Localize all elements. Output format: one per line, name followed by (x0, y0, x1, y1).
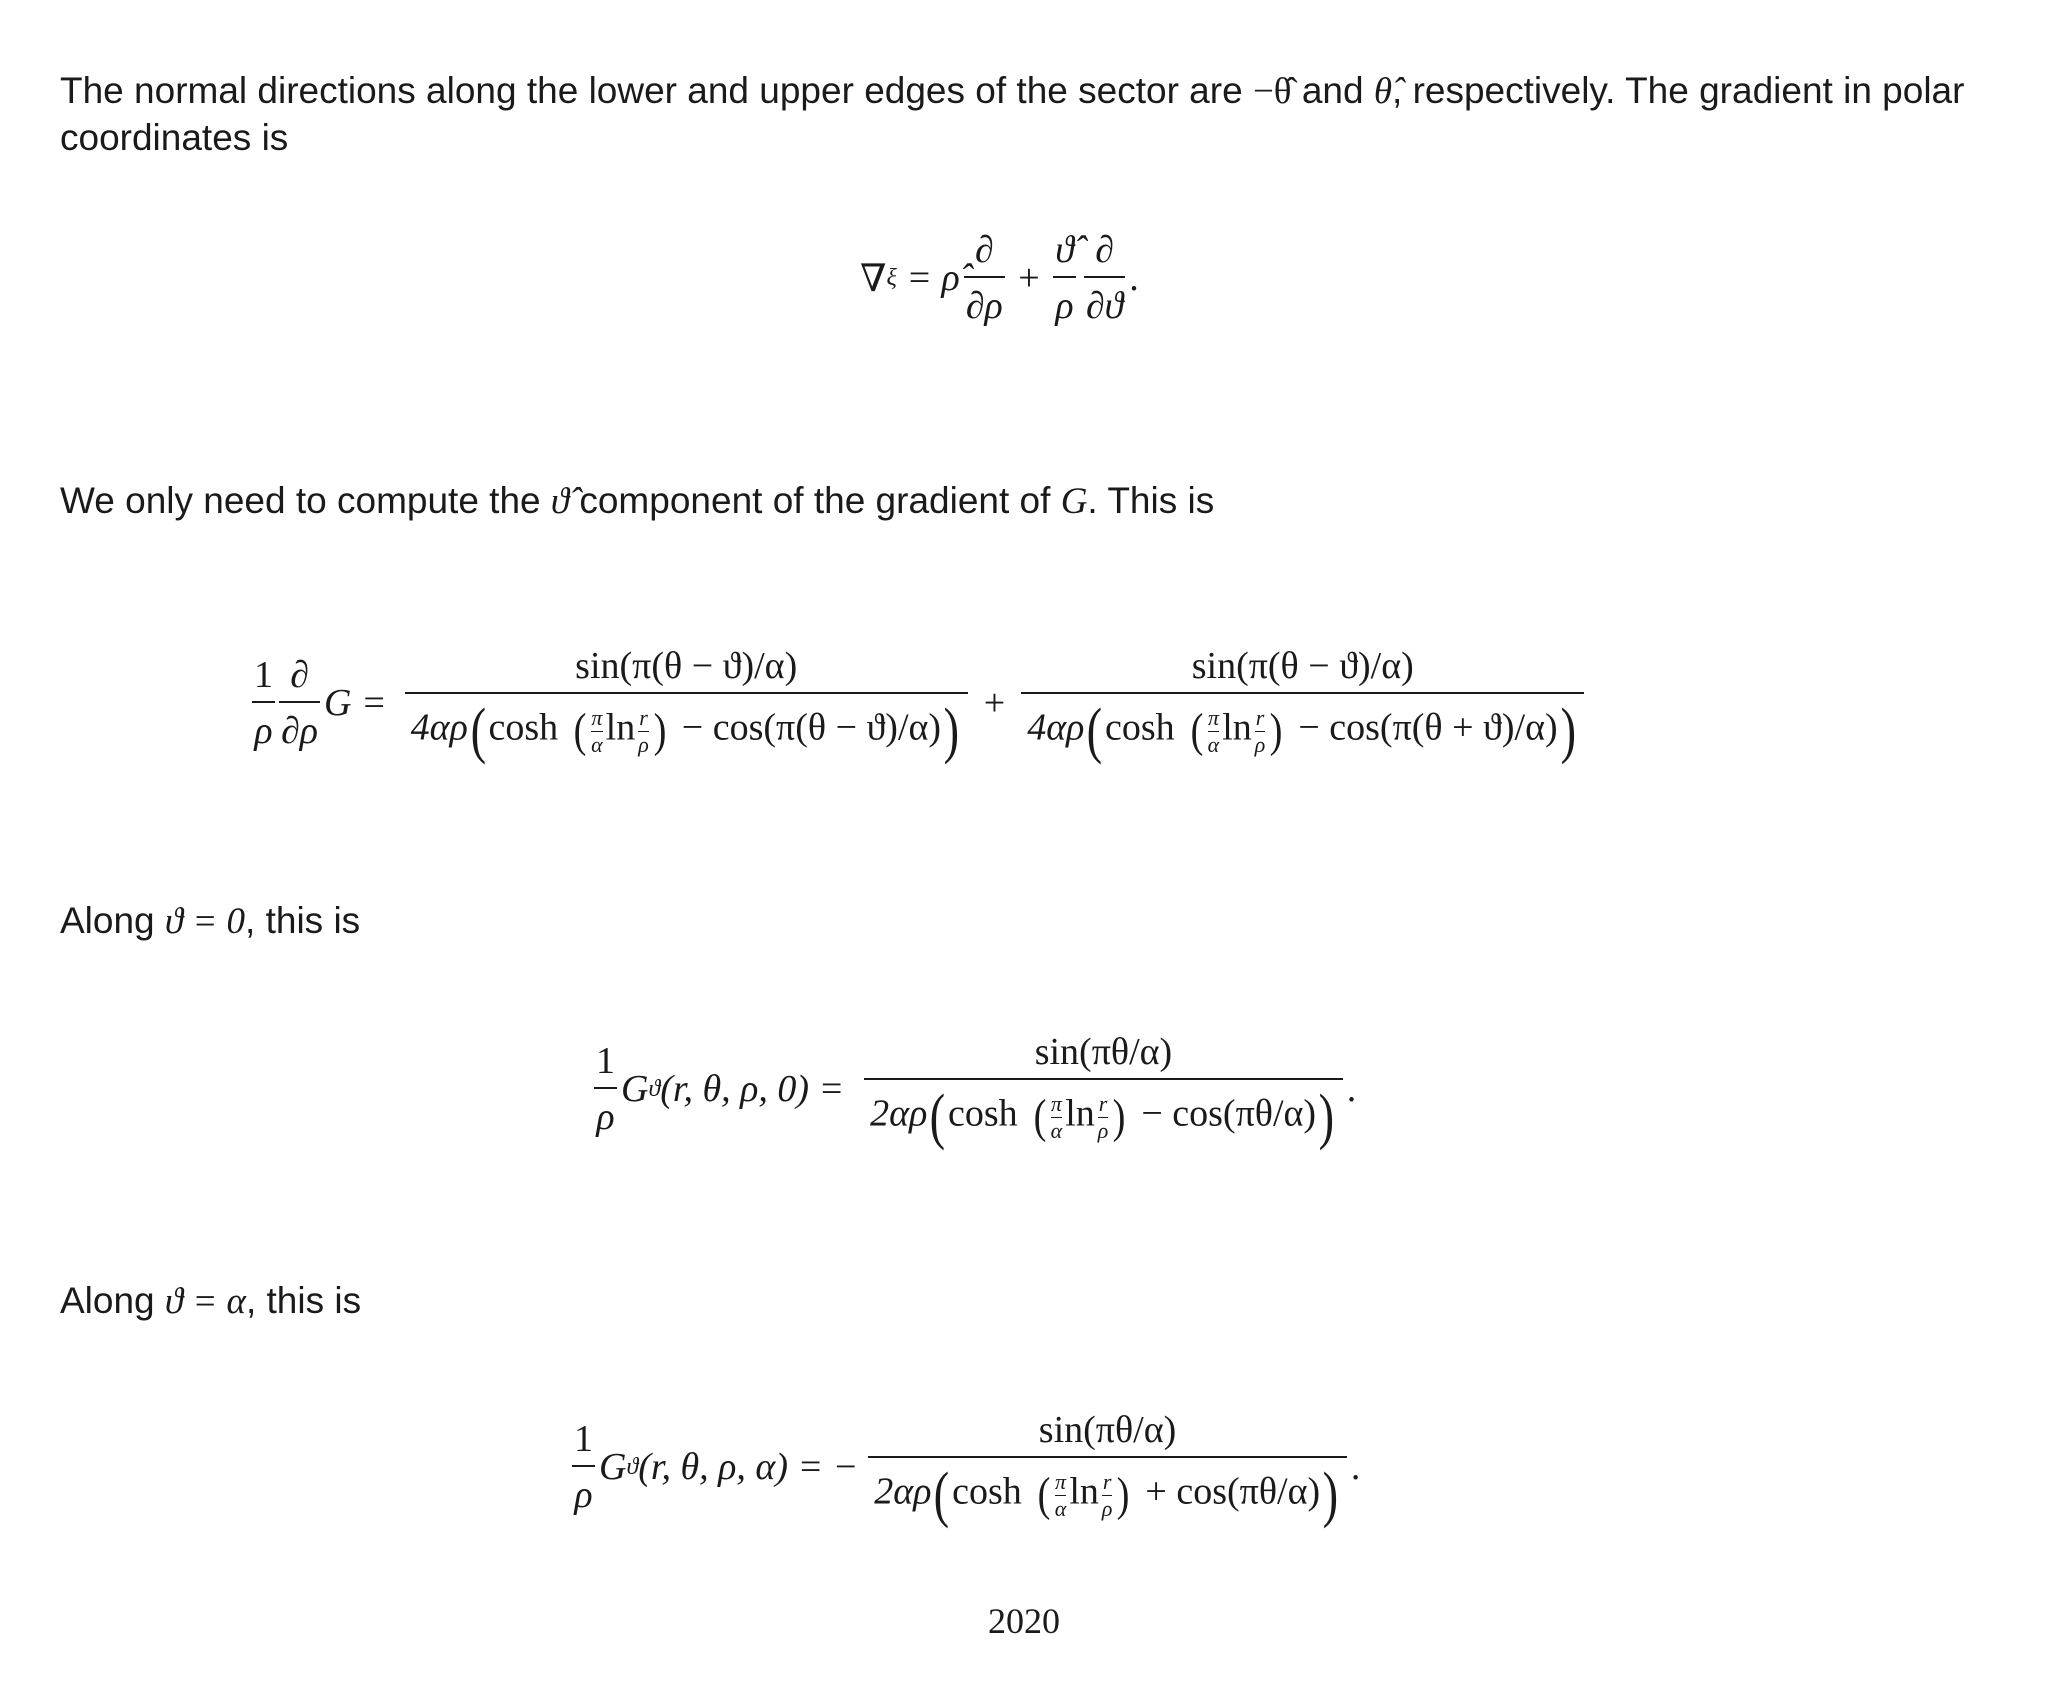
numerator-sin: sin(πθ/α) (1038, 1409, 1177, 1451)
denominator: ∂ϑ (1084, 276, 1125, 328)
equation-along-zero (590, 1030, 1357, 1151)
numerator: 1 (254, 654, 273, 696)
equation-gradient-polar (860, 228, 1139, 328)
numerator-sin-minus: sin(π(θ − ϑ)/α) (575, 645, 798, 687)
coef: 4αρ (1027, 706, 1085, 749)
denominator: ρ (1254, 731, 1266, 757)
cosh-fn: cosh (1105, 706, 1175, 749)
numerator: r (639, 704, 648, 730)
math-condition-zero: ϑ = 0 (164, 901, 246, 942)
numerator: 1 (596, 1040, 615, 1082)
period: . (1129, 257, 1139, 299)
denominator-rhs-zero (864, 1078, 1343, 1151)
arguments: (r, θ, ρ, 0) = (660, 1068, 845, 1110)
numerator-sin: sin(πθ/α) (1034, 1031, 1173, 1073)
fraction-term-plus (1021, 644, 1584, 765)
paren-close: ) (1560, 697, 1576, 765)
ln-fn: ln (605, 706, 636, 749)
small-fraction-r-rho (1255, 705, 1266, 758)
denominator: ∂ρ (964, 276, 1005, 328)
fraction-one-over-rho (572, 1417, 595, 1517)
equals-rho-hat: = ρ̂ (896, 257, 960, 299)
small-fraction-pi-alpha (1051, 1091, 1063, 1144)
numerator: ϑ̂ (1055, 229, 1074, 271)
text-span: , this is (245, 900, 361, 941)
math-condition-alpha: ϑ = α (164, 1281, 246, 1322)
numerator-sin-minus: sin(π(θ − ϑ)/α) (1191, 645, 1414, 687)
text-span: component of the gradient of (579, 480, 1051, 521)
fraction-d-dvartheta (1084, 228, 1125, 328)
cosh-fn: cosh (488, 706, 559, 749)
text-span: coordinates is (60, 117, 289, 158)
paragraph-along-zero (60, 898, 2000, 945)
paragraph-along-alpha (60, 1278, 2000, 1325)
text-span: and (1301, 70, 1364, 111)
fraction-d-drho (279, 653, 320, 753)
denominator: α (1207, 731, 1220, 757)
G-vartheta: G (599, 1446, 627, 1488)
numerator: r (1102, 1468, 1112, 1494)
fraction-term-minus (405, 644, 968, 765)
paren-close: ) (653, 704, 667, 757)
paragraph-vartheta-component (60, 478, 2000, 525)
paren-close: ) (1269, 704, 1283, 757)
small-fraction-pi-alpha (591, 705, 603, 758)
denominator: α (1054, 1495, 1067, 1521)
denominator: ρ (1101, 1495, 1113, 1521)
subscript-vartheta: ϑ (626, 1453, 639, 1480)
period: . (1350, 1446, 1361, 1488)
paren-open: ( (929, 1083, 946, 1151)
small-fraction-r-rho (1102, 1469, 1113, 1522)
plus-sign: + (983, 682, 1006, 724)
page-number: 2020 (988, 1601, 1060, 1641)
numerator: π (1055, 1468, 1067, 1494)
paren-close: ) (1117, 1468, 1130, 1521)
paren-open: ( (573, 704, 587, 757)
denominator: α (591, 731, 603, 757)
numerator: ∂ (290, 654, 309, 696)
text-span: We only need to compute the (60, 480, 541, 521)
period: . (1346, 1068, 1357, 1110)
denominator-term-minus (405, 692, 968, 765)
nabla-symbol: ∇ (860, 257, 887, 300)
paragraph-normal-directions (60, 68, 2000, 161)
fraction-one-over-rho (252, 653, 275, 753)
text-span: . This is (1087, 480, 1215, 521)
fraction-vartheta-over-rho (1053, 228, 1076, 328)
paren-open: ( (1037, 1468, 1051, 1521)
fraction-one-over-rho (594, 1039, 617, 1139)
math-vartheta-hat: ϑ̂ (550, 481, 570, 522)
paren-open: ( (1033, 1090, 1047, 1143)
math-theta-hat: θ̂ (1373, 71, 1393, 112)
fraction-rhs-zero (864, 1030, 1343, 1151)
cos-term: − cos(π(θ + ϑ)/α) (1298, 706, 1558, 749)
numerator: r (1255, 704, 1265, 730)
G-vartheta: G (621, 1068, 649, 1110)
cosh-fn: cosh (952, 1470, 1022, 1513)
ln-fn: ln (1222, 706, 1252, 749)
denominator-term-plus (1021, 692, 1584, 765)
nabla-subscript: ξ (886, 264, 897, 291)
text-span: , respectively. The gradient in polar (1392, 70, 1965, 111)
paren-open: ( (1190, 704, 1204, 757)
numerator: ∂ (1095, 229, 1114, 271)
paren-close: ) (1112, 1090, 1126, 1143)
math-neg-theta-hat: −θ̂ (1252, 71, 1292, 112)
cos-term: − cos(πθ/α) (1141, 1092, 1317, 1135)
subscript-vartheta: ϑ (648, 1075, 661, 1102)
paren-open: ( (470, 697, 486, 765)
numerator: r (1098, 1090, 1108, 1116)
text-span: Along (60, 900, 155, 941)
small-fraction-pi-alpha (1055, 1469, 1067, 1522)
denominator: ρ (252, 701, 274, 753)
paren-open: ( (934, 1461, 950, 1529)
text-span: Along (60, 1280, 155, 1321)
ln-fn: ln (1069, 1470, 1099, 1513)
ln-fn: ln (1065, 1092, 1095, 1135)
numerator: ∂ (974, 229, 994, 271)
fraction-rhs-alpha (868, 1408, 1347, 1529)
denominator: ∂ρ (279, 701, 320, 753)
denominator: α (1050, 1117, 1063, 1143)
denominator: ρ (594, 1087, 616, 1139)
paren-close: ) (943, 697, 960, 765)
numerator: 1 (574, 1418, 593, 1460)
G-equals: G = (324, 682, 387, 724)
equation-along-alpha (568, 1408, 1361, 1529)
denominator: ρ (572, 1465, 594, 1517)
numerator: π (1050, 1090, 1062, 1116)
denominator-rhs-alpha (868, 1456, 1347, 1529)
coef: 4αρ (410, 706, 468, 749)
text-span: The normal directions along the lower and upper edges of the sector are (60, 70, 1243, 111)
denominator: ρ (1053, 276, 1075, 328)
denominator: ρ (1097, 1117, 1109, 1143)
plus-sign: + (1008, 257, 1050, 299)
cos-term: + cos(πθ/α) (1145, 1470, 1321, 1513)
paren-open: ( (1086, 697, 1103, 765)
numerator: π (1207, 704, 1219, 730)
fraction-d-drho (964, 228, 1005, 328)
cosh-fn: cosh (948, 1092, 1018, 1135)
coef: 2αρ (874, 1470, 932, 1513)
small-fraction-r-rho (638, 705, 649, 758)
arguments: (r, θ, ρ, α) = − (638, 1446, 859, 1488)
small-fraction-r-rho (1098, 1091, 1109, 1144)
small-fraction-pi-alpha (1208, 705, 1220, 758)
coef: 2αρ (870, 1092, 928, 1135)
math-G: G (1060, 481, 1088, 522)
text-span: , this is (245, 1280, 362, 1321)
paren-close: ) (1318, 1083, 1335, 1151)
equation-derivative-G (248, 644, 1588, 765)
numerator: π (591, 704, 603, 730)
cos-term: − cos(π(θ − ϑ)/α) (681, 706, 942, 749)
denominator: ρ (638, 731, 649, 757)
paren-close: ) (1322, 1461, 1339, 1529)
